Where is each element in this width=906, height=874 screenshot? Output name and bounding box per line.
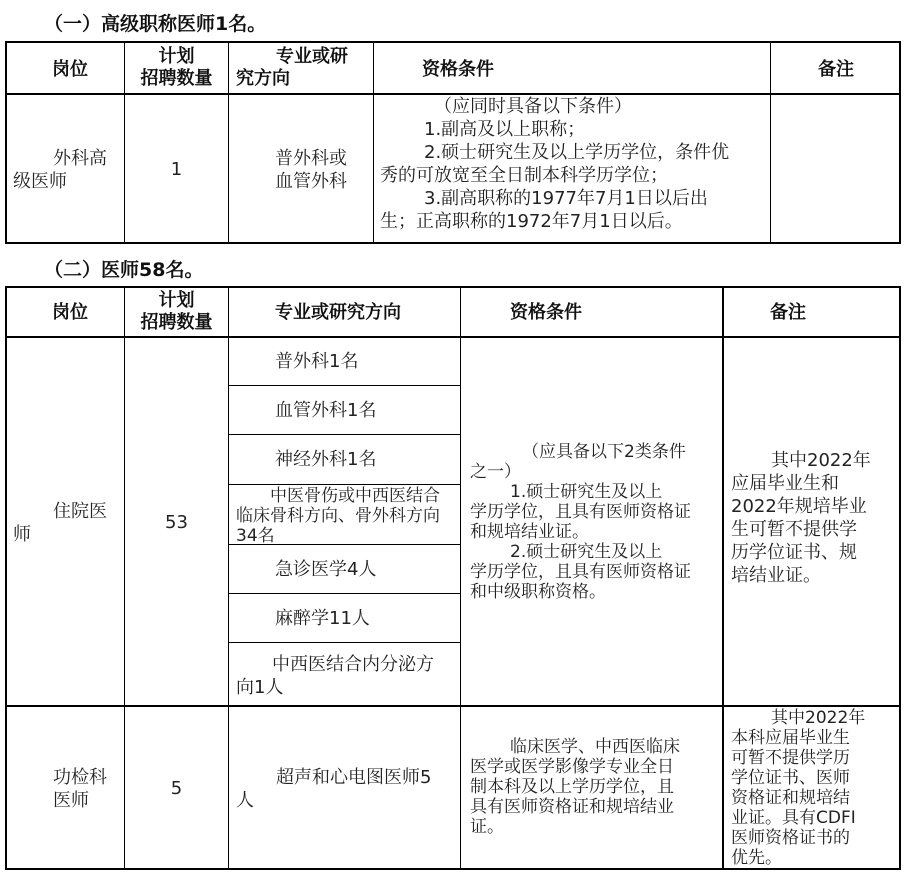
major-item: 中医骨伤或中西医结合临床骨科方向、骨外科方向34名 (236, 486, 440, 546)
table-border (228, 593, 460, 594)
note-cell: 其中2022年 本科应届毕业生 可暂不提供学历 学位证书、医师 资格证和规培结 业证。具有CDFI 医师资格证书的 优先。 (731, 708, 866, 868)
header-post: 岗位 (52, 302, 88, 323)
count-cell: 1 (170, 159, 183, 180)
qualification-cell: （应同时具备以下条件） 1.副高及以上职称； 2.硕士研究生及以上学历学位，条件优 秀的可放宽至全日制本科学历学位； 3.副高职称的1977年7月1日以后出 生；正高职称的1972年7月1日以后。 (380, 96, 730, 232)
table-border (228, 286, 229, 870)
table-border (899, 286, 901, 870)
major-item: 血管外科1名 (275, 400, 377, 421)
table-border (5, 286, 7, 870)
post-cell: 外科高 级医师 (13, 148, 107, 192)
table-border (228, 385, 460, 386)
post-cell: 功检科 医师 (53, 767, 107, 811)
count-cell: 53 (165, 512, 188, 533)
post-cell: 住院医 师 (13, 501, 107, 545)
major-item: 急诊医学4人 (275, 559, 377, 580)
table-border (722, 286, 724, 870)
table-border (5, 242, 901, 244)
header-major: 专业或研 究方向 (236, 46, 348, 89)
qualification-cell: （应具备以下2类条件 之一） 1.硕士研究生及以上 学历学位，且具有医师资格证 和规培结业证。 2.硕士研究生及以上 学历学位，且具有医师资格证 和中级职称资格。 (470, 442, 691, 602)
major-cell: 超声和心电图医师5 人 (236, 767, 432, 811)
major-item: 神经外科1名 (275, 449, 377, 470)
table-border (228, 642, 460, 643)
table-border (228, 41, 229, 244)
header-qualification: 资格条件 (422, 59, 494, 80)
header-note: 备注 (818, 59, 854, 80)
header-post: 岗位 (52, 59, 88, 80)
table-border (460, 286, 461, 870)
note-cell: 其中2022年 应届毕业生和 2022年规培毕业 生可暂不提供学 历学位证书、规 培结业证。 (731, 450, 871, 586)
table-border (899, 41, 901, 244)
count-cell: 5 (170, 778, 183, 799)
header-plan: 计划 招聘数量 (140, 290, 213, 333)
table-border (5, 286, 901, 288)
table-border (770, 41, 771, 244)
section2-title: （二）医师58名。 (44, 259, 204, 281)
header-qualification: 资格条件 (510, 302, 582, 323)
table-border (5, 705, 901, 707)
table-border (373, 41, 374, 244)
table-border (228, 434, 460, 435)
table-border (228, 484, 460, 485)
major-item: 普外科1名 (275, 351, 359, 372)
header-note: 备注 (770, 302, 806, 323)
header-major: 专业或研究方向 (275, 302, 401, 323)
table-border (5, 336, 901, 338)
section1-title: （一）高级职称医师1名。 (44, 13, 267, 35)
major-item: 中西医结合内分泌方向1人 (236, 654, 434, 698)
header-plan: 计划 招聘数量 (140, 46, 213, 89)
table-border (5, 41, 7, 244)
table-border (5, 41, 901, 43)
major-item: 麻醉学11人 (275, 608, 370, 629)
qualification-cell: 临床医学、中西医临床 医学或医学影像学专业全日 制本科及以上学历学位，且 具有医师资格证和规培结业 证。 (470, 737, 680, 837)
table-border (5, 868, 901, 870)
major-cell: 普外科或 血管外科 (275, 148, 347, 192)
